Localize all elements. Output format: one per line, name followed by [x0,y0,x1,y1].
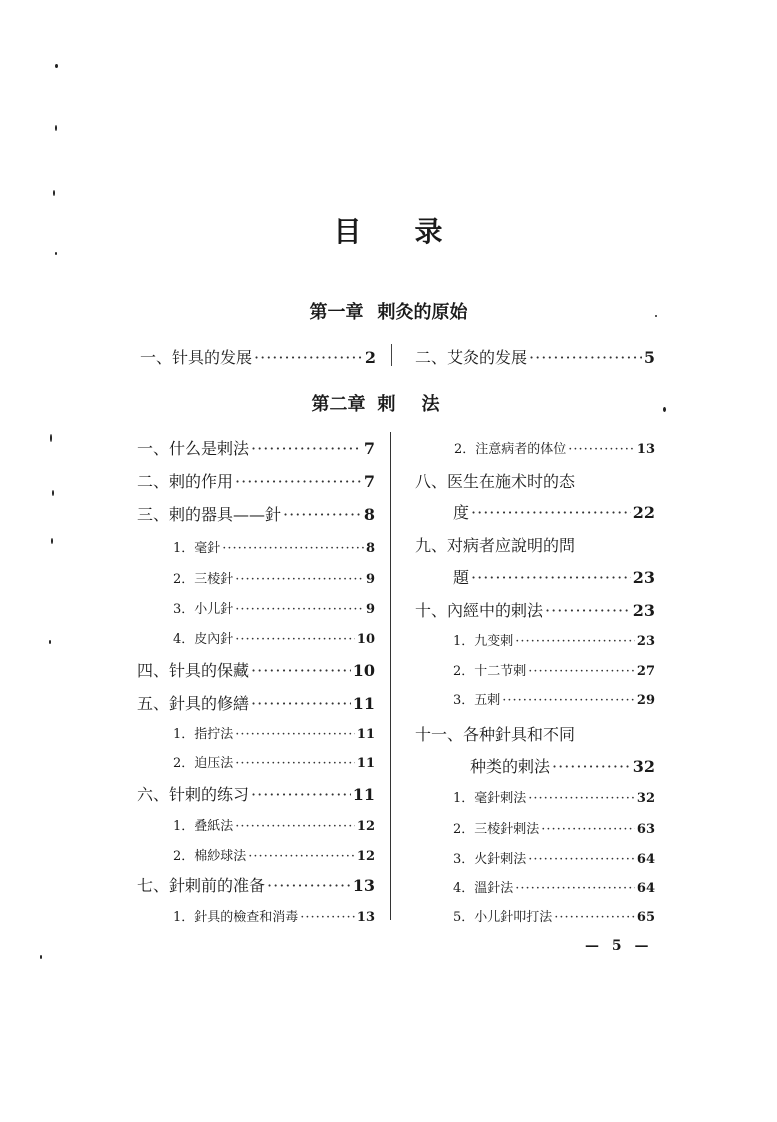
toc-entry-page: 64 [636,881,655,896]
scan-speck [55,64,58,68]
toc-entry-label: 十、內經中的剌法 [415,601,544,620]
toc-entry-label: 四、针具的保藏 [137,661,250,680]
dot-leader [254,348,363,367]
toc-entry[interactable] [415,533,655,556]
toc-entry-page: 7 [363,472,375,491]
toc-entry-page: 8 [365,541,375,556]
chapter-number: 第二章 [311,394,366,415]
toc-subentry[interactable] [173,628,375,647]
toc-entry[interactable] [137,873,375,896]
dot-leader [251,439,362,458]
toc-entry-page: 22 [632,503,655,522]
toc-entry-page: 32 [632,757,655,776]
toc-subentry[interactable] [453,877,655,896]
dot-leader [502,693,635,708]
toc-entry-page: 29 [636,693,655,708]
dot-leader [251,785,351,804]
page-title-char-1: 目 [333,215,363,248]
dot-leader [300,910,355,925]
toc-subentry[interactable] [453,906,655,925]
toc-subentry[interactable] [173,537,375,556]
toc-entry-label: 三、剌的器具——針 [137,505,282,524]
toc-entry-label: 二、艾灸的发展 [415,348,528,367]
toc-subentry[interactable] [173,568,375,587]
toc-entry-page: 32 [636,791,655,806]
dot-leader [515,634,635,649]
toc-entry-label: 4．皮內針 [173,632,234,647]
chapter-heading-1 [0,298,777,324]
toc-entry-label: 1．叠紙法 [173,819,234,834]
toc-entry-page: 11 [352,785,375,804]
chapter-title: 剌法 [377,394,466,415]
dot-leader [554,910,635,925]
toc-subentry[interactable] [173,906,375,925]
toc-subentry[interactable] [453,818,655,837]
toc-subentry[interactable] [173,723,375,742]
toc-entry-page: 13 [356,910,375,925]
toc-entry-label: 2．迫压法 [173,756,234,771]
toc-entry-label: 3．五剌 [453,693,501,708]
scan-speck [655,315,657,317]
dot-leader [528,852,635,867]
dot-leader [235,756,355,771]
dot-leader [251,661,351,680]
toc-entry-page: 23 [636,634,655,649]
dot-leader [235,472,362,491]
dot-leader [528,791,635,806]
toc-entry-label: 二、剌的作用 [137,472,234,491]
toc-entry-label: 3．火針剌法 [453,852,527,867]
toc-entry-label: 2．三棱針 [173,572,234,587]
toc-entry[interactable] [137,782,375,805]
scan-speck [50,434,52,442]
scan-speck [49,640,51,644]
toc-entry-label: 一、针具的发展 [140,348,253,367]
toc-entry[interactable] [140,345,376,368]
dot-leader [235,602,364,617]
toc-entry-label: 一、什么是剌法 [137,439,250,458]
scan-speck [40,955,42,959]
toc-entry-label: 六、针剌的练习 [137,785,250,804]
toc-entry-continuation[interactable] [453,500,655,523]
toc-entry[interactable] [137,691,375,714]
dot-leader [471,503,631,522]
toc-entry-page: 11 [356,727,375,742]
toc-entry-label: 2．三棱針剌法 [453,822,540,837]
dot-leader [568,442,635,457]
toc-entry-label: 1．毫針剌法 [453,791,527,806]
toc-entry[interactable] [415,345,655,368]
toc-entry-page: 27 [636,664,655,679]
toc-entry-label: 十一、各种針具和不同 [415,725,576,744]
toc-entry-label: 种类的剌法 [470,757,551,776]
dot-leader [283,505,362,524]
toc-entry-label: 1．指拧法 [173,727,234,742]
toc-entry-page: 65 [636,910,655,925]
toc-entry[interactable] [415,469,655,492]
toc-entry-page: 2 [364,348,376,367]
toc-entry[interactable] [415,722,655,745]
toc-entry[interactable] [137,436,375,459]
scan-speck [51,538,53,544]
toc-entry-page: 7 [363,439,375,458]
toc-entry-label: 1．九变剌 [453,634,514,649]
page-title-char-2: 录 [414,215,444,248]
toc-entry-page: 11 [352,694,375,713]
toc-entry[interactable] [137,502,375,525]
toc-entry-label: 五、針具的修繕 [137,694,250,713]
dot-leader [235,819,355,834]
toc-subentry[interactable] [453,630,655,649]
toc-entry-page: 63 [636,822,655,837]
toc-entry-page: 23 [632,601,655,620]
toc-entry-label: 九、对病者应說明的問 [415,536,576,555]
toc-entry-label: 2．棉紗球法 [173,849,247,864]
toc-entry-page: 9 [365,572,375,587]
dot-leader [235,727,355,742]
toc-subentry[interactable] [173,845,375,864]
scan-speck [52,490,54,496]
toc-subentry[interactable] [453,660,655,679]
dot-leader [251,694,351,713]
dot-leader [541,822,635,837]
toc-entry-continuation[interactable] [470,754,655,777]
toc-entry-label: 1．針具的檢查和消毒 [173,910,299,925]
toc-subentry[interactable] [453,689,655,708]
dot-leader [552,757,631,776]
toc-subentry[interactable] [453,848,655,867]
page-number: — 5 — [585,938,653,954]
toc-entry-page: 23 [632,568,655,587]
scan-speck [55,125,57,131]
toc-entry-page: 8 [363,505,375,524]
dot-leader [235,632,355,647]
toc-entry-page: 10 [356,632,375,647]
dot-leader [248,849,355,864]
scan-speck [663,407,666,412]
scan-speck [53,190,55,196]
dot-leader [235,572,364,587]
toc-subentry[interactable] [453,787,655,806]
toc-entry-label: 5．小儿針叩打法 [453,910,553,925]
dot-leader [515,881,635,896]
toc-entry-label: 八、医生在施术时的态 [415,472,576,491]
toc-entry[interactable] [415,598,655,621]
toc-entry-label: 4．溫針法 [453,881,514,896]
toc-entry-continuation[interactable] [453,565,655,588]
toc-entry-label: 七、針剌前的准备 [137,876,266,895]
toc-entry-label: 3．小儿針 [173,602,234,617]
toc-entry-page: 13 [352,876,375,895]
scan-speck [55,252,57,255]
toc-entry[interactable] [137,658,375,681]
dot-leader [222,541,364,556]
toc-entry-page: 9 [365,602,375,617]
toc-entry-label: 題 [453,568,470,587]
dot-leader [545,601,631,620]
toc-entry-label: 2．十二节剌 [453,664,527,679]
toc-entry[interactable] [137,469,375,492]
dot-leader [528,664,635,679]
toc-entry-page: 64 [636,852,655,867]
column-divider [391,344,392,366]
dot-leader [267,876,351,895]
toc-entry-page: 10 [352,661,375,680]
dot-leader [471,568,631,587]
chapter-number: 第一章 [309,302,364,323]
toc-entry-page: 11 [356,756,375,771]
toc-subentry[interactable] [173,752,375,771]
toc-entry-page: 12 [356,849,375,864]
page-title [0,210,777,250]
toc-entry-page: 13 [636,442,655,457]
column-divider [390,432,391,920]
toc-entry-page: 12 [356,819,375,834]
toc-subentry[interactable] [454,438,655,457]
toc-entry-page: 5 [643,348,655,367]
toc-entry-label: 2．注意病者的体位 [454,442,567,457]
dot-leader [529,348,642,367]
toc-entry-label: 度 [453,503,470,522]
toc-subentry[interactable] [173,815,375,834]
chapter-heading-2 [0,390,777,416]
toc-subentry[interactable] [173,598,375,617]
chapter-title: 剌灸的原始 [377,302,468,323]
toc-entry-label: 1．毫針 [173,541,221,556]
